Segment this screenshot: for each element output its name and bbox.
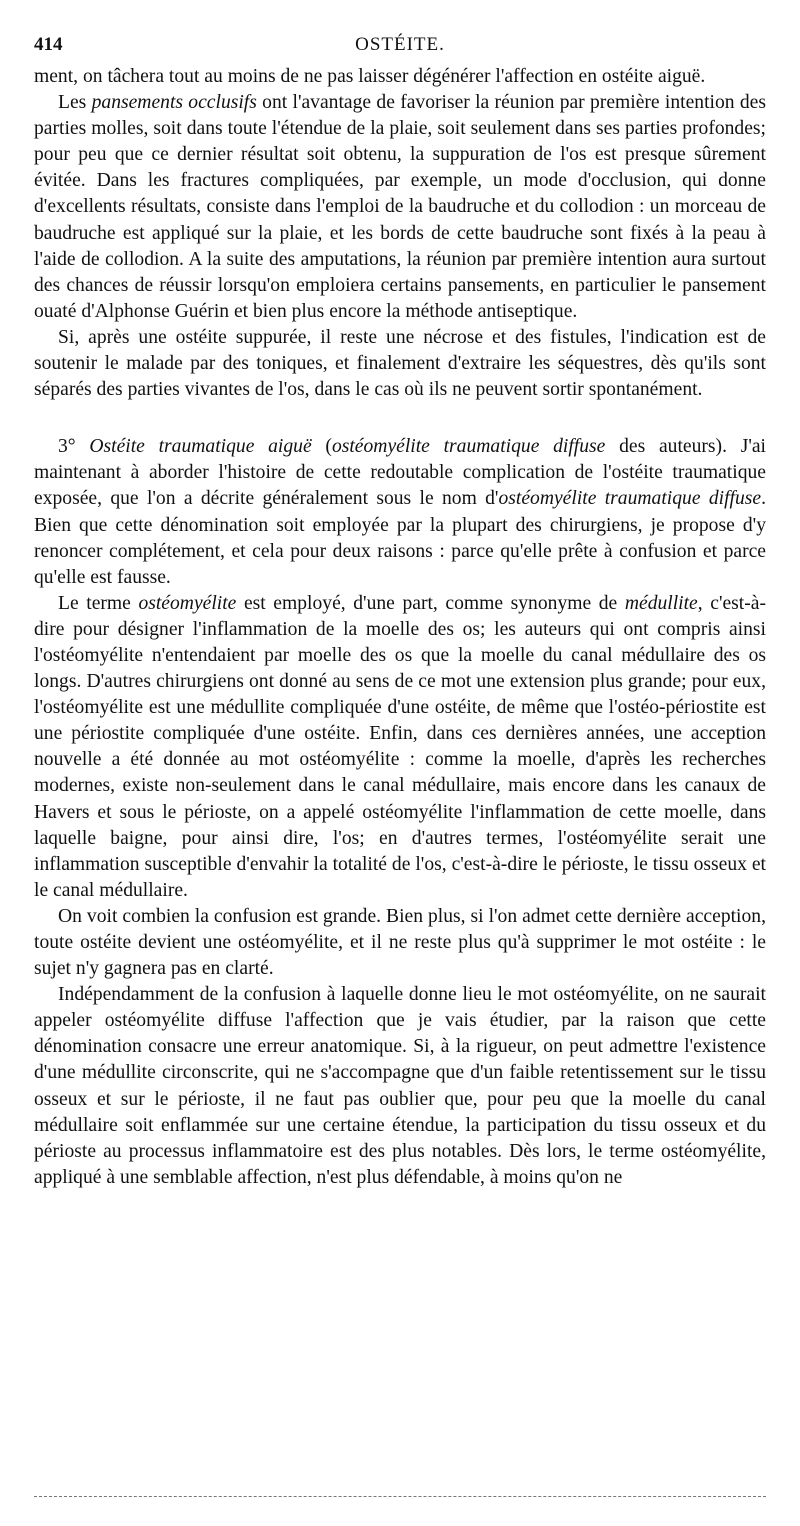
paragraph xyxy=(34,591,766,904)
running-title: OSTÉITE. xyxy=(355,34,445,55)
text-run: . Bien que cette dénomination soit employée par la plupart des chirurgiens, je propose d'y renoncer complétement, et cela pour deux raisons : parce qu'elle prête à confusion et parce qu'elle est fausse. xyxy=(34,488,766,588)
italic-run: ostéomyélite traumatique diffuse xyxy=(498,488,762,510)
paragraph xyxy=(34,64,766,90)
text-run: des auteurs). J'ai maintenant à aborder l'histoire de cette redoutable complication de l'ostéite traumatique exposée, que l'on a décrite généralement sous le nom d' xyxy=(34,436,766,510)
text-run: Si, après une ostéite suppurée, il reste une nécrose et des fistules, l'indication est de soutenir le malade par des toniques, et finalement d'extraire les séquestres, dès qu'ils sont séparés des parties vivantes de l'os, dans le cas où ils ne peuvent sortir spontanément. xyxy=(34,326,766,401)
paragraph xyxy=(34,90,766,325)
italic-run: ostéomyélite xyxy=(138,592,237,614)
paragraph xyxy=(34,982,766,1191)
italic-run: Ostéite traumatique aiguë xyxy=(89,436,312,458)
text-run: est employé, d'une part, comme synonyme de xyxy=(236,592,625,614)
text-run: 3° xyxy=(58,436,90,458)
text-run: Les xyxy=(58,92,92,114)
text-run: , c'est-à-dire pour désigner l'inflammation de la moelle des os; les auteurs qui ont compris ainsi l'ostéomyélite n'entendaient par moelle des os que la moelle du canal médullaire des os longs. D'autres chirurgiens ont donné au sens de ce mot une extension plus grande; pour eux, l'ostéomyélite est une médullite compliquée d'une ostéite, de même que l'ostéo-périostite est une périostite compliquée d'une ostéite. Enfin, dans ces dernières années, une acception nouvelle a été donnée au mot ostéomyélite : comme la moelle, d'après les recherches modernes, existe non-seulement dans le canal médullaire, mais encore dans les canaux de Havers et sous le périoste, on a appelé ostéomyélite l'inflammation de cette moelle, dans laquelle baigne, pour ainsi dire, l'os; en d'autres termes, l'ostéomyélite serait une inflammation susceptible d'envahir la totalité de l'os, c'est-à-dire le périoste, le tissu osseux et le canal médullaire. xyxy=(34,592,766,901)
paragraph xyxy=(34,325,766,403)
text-run: ( xyxy=(311,436,332,458)
body-text xyxy=(34,64,766,1191)
text-run: Le terme xyxy=(58,592,139,614)
paragraph xyxy=(34,904,766,982)
italic-run: pansements occlusifs xyxy=(91,92,257,114)
italic-run: médullite xyxy=(624,592,698,614)
text-run: ment, on tâchera tout au moins de ne pas laisser dégénérer l'affection en ostéite aiguë. xyxy=(34,66,706,87)
section-gap xyxy=(34,403,766,434)
paragraph xyxy=(34,434,766,591)
text-run: ont l'avantage de favoriser la réunion par première intention des parties molles, soit dans toute l'étendue de la plaie, soit seulement dans ses parties profondes; pour peu que ce dernier résultat soit obtenu, la suppuration de l'os est presque sûrement évitée. Dans les fractures compliquées, par exemple, un mode d'occlusion, qui donne d'excellents résultats, consiste dans l'emploi de la baudruche et du collodion : un morceau de baudruche est appliqué sur la plaie, et les bords de cette baudruche sont fixés à la peau à l'aide de collodion. A la suite des amputations, la réunion par première intention aura surtout des chances de réussir lorsqu'on emploiera certains pansements, en particulier le pansement ouaté d'Alphonse Guérin et bien plus encore la méthode antiseptique. xyxy=(34,92,766,322)
text-run: On voit combien la confusion est grande. Bien plus, si l'on admet cette dernière acception, toute ostéite devient une ostéomyélite, et il ne reste plus qu'à supprimer le mot ostéite : le sujet n'y gagnera pas en clarté. xyxy=(34,905,766,980)
footer-rule xyxy=(34,1496,766,1497)
page-header xyxy=(34,34,766,64)
page-number: 414 xyxy=(34,34,63,55)
text-run: Indépendamment de la confusion à laquelle donne lieu le mot ostéomyélite, on ne saurait appeler ostéomyélite diffuse l'affection que je vais étudier, par la raison que cette dénomination consacre une erreur anatomique. Si, à la rigueur, on peut admettre l'existence d'une médullite circonscrite, qui ne s'accompagne que d'un faible retentissement sur le tissu osseux et sur le périoste, il ne faut pas oublier que, pour peu que la moelle du canal médullaire soit enflammée sur une certaine étendue, la participation du tissu osseux et du périoste au processus inflammatoire est des plus notables. Dès lors, le terme ostéomyélite, appliqué à une semblable affection, n'est plus défendable, à moins qu'on ne xyxy=(34,984,766,1188)
italic-run: ostéomyélite traumatique diffuse xyxy=(331,436,606,458)
